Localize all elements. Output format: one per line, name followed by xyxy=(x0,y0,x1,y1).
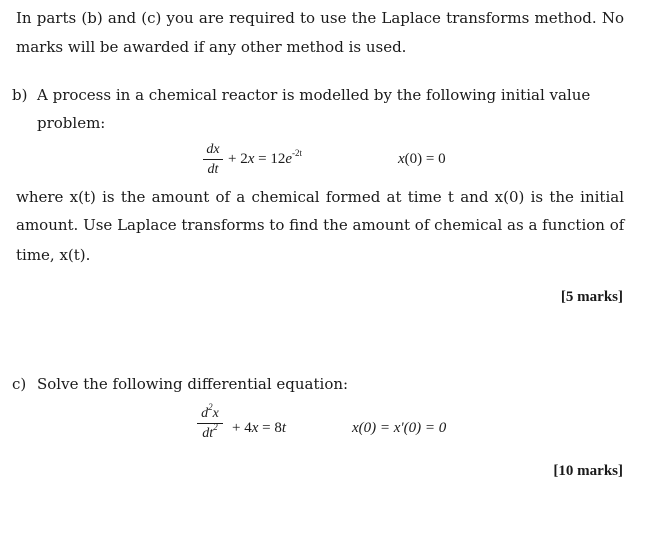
part-b-equation-rhs xyxy=(228,150,302,168)
part-b-where-line-1: where x(t) is the amount of a chemical formed at time t and x(0) is the initial xyxy=(16,188,624,206)
part-c-den-dt: dt xyxy=(202,426,214,441)
part-c-fraction-numerator xyxy=(197,402,223,422)
part-c-initial-condition: x(0) = x'(0) = 0 xyxy=(352,420,447,436)
part-c-marks-text: [10 marks] xyxy=(553,463,623,479)
fraction-bar xyxy=(203,159,223,160)
part-c-rhs-var: x xyxy=(251,420,259,436)
part-b-where-line-2: amount. Use Laplace transforms to find the amount of chemical as a function of xyxy=(16,216,625,234)
part-b-fraction-numerator: dx xyxy=(206,142,220,157)
part-c-derivative-fraction xyxy=(197,402,223,442)
part-c-marks xyxy=(553,461,623,481)
part-c-equation-rhs xyxy=(232,419,286,437)
intro-line-2: marks will be awarded if any other method is used. xyxy=(16,38,407,56)
part-b-label: b) xyxy=(12,86,28,104)
part-c-rhs-t: t xyxy=(281,420,287,436)
part-b-where-line-3: time, x(t). xyxy=(16,246,91,264)
part-b-line-1: A process in a chemical reactor is modelled by the following initial value xyxy=(37,86,591,104)
part-b-rhs-exponent: -2t xyxy=(292,148,303,158)
part-b-ic-rest: (0) = 0 xyxy=(404,151,446,167)
part-b-rhs-eq: = 12 xyxy=(254,151,286,167)
part-c-label: c) xyxy=(12,375,27,393)
part-c-rhs-eq: = 8 xyxy=(258,420,282,436)
part-b-ic-var: x xyxy=(398,151,405,167)
part-c-rhs-prefix: + 4 xyxy=(232,420,252,436)
part-b-rhs-base: e xyxy=(285,151,293,167)
part-b-marks-text: [5 marks] xyxy=(560,289,623,305)
part-b-rhs-prefix: + 2 xyxy=(228,151,248,167)
part-b-marks xyxy=(561,287,623,307)
part-b-line-2: problem: xyxy=(37,114,106,132)
part-c-num-var: x xyxy=(212,406,219,421)
part-b-initial-condition xyxy=(398,150,446,168)
part-c-num-d: d xyxy=(201,406,209,421)
part-c-num-sup: 2 xyxy=(208,402,213,412)
part-b-fraction-denominator: dt xyxy=(207,162,219,177)
intro-line-1: In parts (b) and (c) you are required to use the Laplace transforms method. No xyxy=(16,9,624,27)
part-c-fraction-denominator xyxy=(197,422,223,442)
part-c-den-sup: 2 xyxy=(213,422,218,432)
fraction-bar xyxy=(197,423,223,424)
part-b-rhs-var: x xyxy=(247,151,255,167)
part-b-derivative-fraction xyxy=(203,141,223,178)
part-c-line-1: Solve the following differential equation: xyxy=(37,375,349,393)
